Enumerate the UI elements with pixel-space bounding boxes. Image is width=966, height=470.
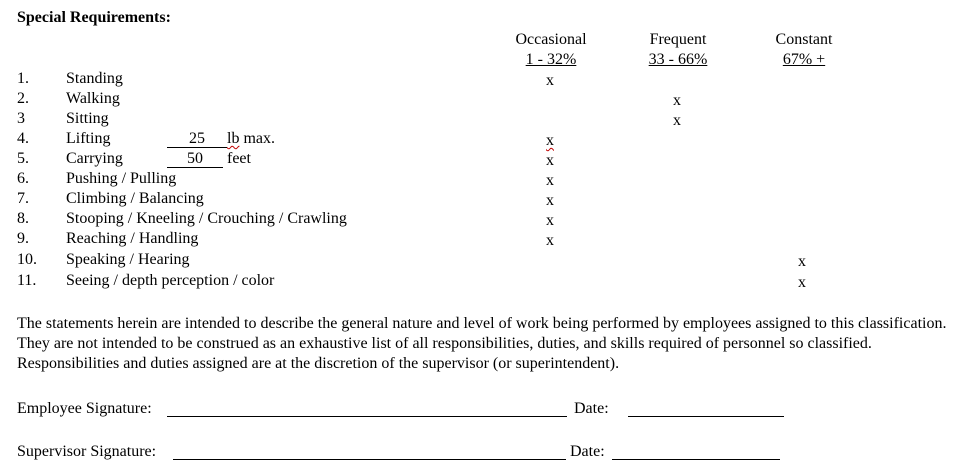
supervisor-signature-line[interactable] [173,459,566,460]
requirement-mark: x [546,132,554,149]
requirement-mark: x [673,92,681,109]
column-header-constant [744,30,864,70]
requirement-label: Seeing / depth perception / color [66,272,275,289]
requirement-mark: x [546,72,554,89]
column-header-frequent [618,30,738,70]
employee-date-line[interactable] [628,416,784,417]
lifting-unit-max: max. [239,130,275,147]
requirement-mark: x [546,192,554,209]
row-number: 3 [17,110,25,127]
requirement-label: Pushing / Pulling [66,170,177,187]
row-number: 10. [17,251,37,268]
supervisor-signature-label: Supervisor Signature: [17,443,157,460]
row-number: 4. [17,130,29,147]
supervisor-date-line[interactable] [612,459,780,460]
lifting-limit [167,129,275,149]
column-label: Constant [775,31,833,48]
row-number: 9. [17,230,29,247]
requirement-label: Standing [66,70,123,87]
lifting-weight-value: 25 [167,130,227,148]
column-header-occasional [491,30,611,70]
employee-date-label: Date: [574,400,609,417]
requirement-mark: x [673,112,681,129]
carrying-distance-value: 50 [167,150,223,168]
row-number: 8. [17,210,29,227]
lifting-unit-lb: lb [227,130,240,147]
row-number: 11. [17,272,37,289]
requirement-mark: x [546,152,554,169]
column-range: 33 - 66% [648,51,708,68]
disclaimer-paragraph: The statements herein are intended to describe the general nature and level of work being performed by employees assigned to this classification. They are not intended to be construed as an exhaustive list of all responsibilities, duties, and skills required of personnel so classified. Responsibilities and duties assigned are at the discretion of the supervisor (or superintendent). [17,315,947,372]
requirement-mark: x [798,274,806,291]
row-number: 5. [17,150,29,167]
requirement-label: Walking [66,90,120,107]
carrying-distance [167,149,251,169]
requirement-mark: x [798,253,806,270]
column-range: 1 - 32% [525,51,577,68]
requirement-mark: x [546,232,554,249]
row-number: 7. [17,190,29,207]
supervisor-date-label: Date: [570,443,605,460]
requirement-label: Stooping / Kneeling / Crouching / Crawling [66,210,347,227]
requirement-mark: x [546,172,554,189]
row-number: 1. [17,70,29,87]
row-number: 2. [17,90,29,107]
requirement-label: Carrying [66,150,123,167]
requirement-label: Sitting [66,110,109,127]
column-label: Occasional [515,31,587,48]
requirement-mark: x [546,212,554,229]
lifting-unit [227,130,275,147]
requirement-label: Speaking / Hearing [66,251,190,268]
requirement-label: Reaching / Handling [66,230,199,247]
employee-signature-line[interactable] [167,416,567,417]
section-title: Special Requirements: [17,9,171,26]
requirement-label: Lifting [66,130,111,147]
column-label: Frequent [649,31,707,48]
row-number: 6. [17,170,29,187]
requirement-label: Climbing / Balancing [66,190,204,207]
employee-signature-label: Employee Signature: [17,400,152,417]
column-range: 67% + [782,51,826,68]
carrying-unit: feet [227,150,251,167]
